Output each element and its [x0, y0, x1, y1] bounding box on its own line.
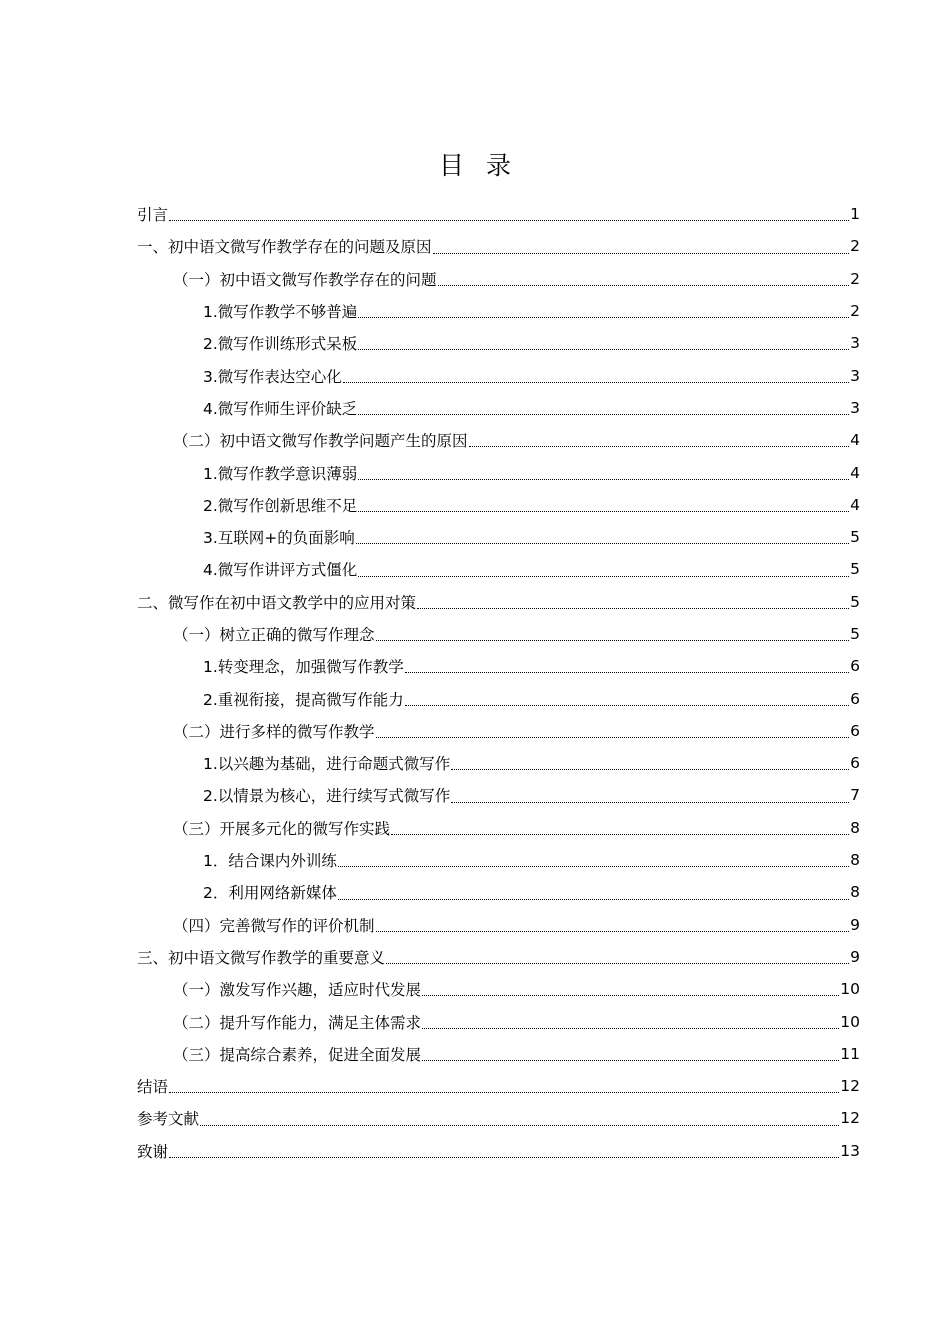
toc-entry-label: 一、初中语文微写作教学存在的问题及原因	[137, 238, 432, 257]
toc-entry[interactable]	[137, 941, 860, 973]
toc-entry-label: （二）初中语文微写作教学问题产生的原因	[173, 432, 468, 451]
toc-entry[interactable]	[137, 844, 860, 876]
toc-dot-leader	[358, 348, 849, 350]
toc-dot-leader	[391, 833, 849, 835]
toc-entry-label: 2.重视衔接，提高微写作能力	[203, 690, 404, 709]
toc-entry-label: 2.微写作训练形式呆板	[203, 335, 358, 354]
toc-entry[interactable]	[137, 876, 860, 908]
toc-entry[interactable]	[137, 650, 860, 682]
toc-entry[interactable]	[137, 586, 860, 618]
toc-dot-leader	[422, 1059, 839, 1061]
toc-page-number: 6	[850, 657, 860, 676]
toc-dot-leader	[405, 671, 849, 673]
toc-entry[interactable]	[137, 198, 860, 230]
toc-dot-leader	[422, 994, 839, 996]
toc-entry-label: （一）初中语文微写作教学存在的问题	[173, 270, 437, 289]
toc-entry-label: 4.微写作讲评方式僵化	[203, 561, 358, 580]
toc-entry-label: 3.互联网+的负面影响	[203, 529, 355, 548]
toc-entry-label: 结语	[137, 1078, 169, 1097]
toc-page-number: 5	[850, 560, 860, 579]
toc-page-number: 9	[850, 915, 860, 934]
toc-dot-leader	[417, 607, 849, 609]
toc-page-number: 3	[850, 398, 860, 417]
toc-page-number: 3	[850, 334, 860, 353]
toc-entry[interactable]	[137, 327, 860, 359]
toc-page-number: 8	[850, 818, 860, 837]
toc-entry-label: 2.微写作创新思维不足	[203, 496, 358, 515]
toc-dot-leader	[376, 930, 849, 932]
toc-page-number: 2	[850, 302, 860, 321]
toc-entry-label: 三、初中语文微写作教学的重要意义	[137, 948, 386, 967]
toc-page-number: 12	[840, 1077, 860, 1096]
toc-page-number: 4	[850, 495, 860, 514]
toc-page-number: 1	[850, 205, 860, 224]
toc-entry[interactable]	[137, 812, 860, 844]
toc-entry[interactable]	[137, 1135, 860, 1167]
toc-entry-label: （一）激发写作兴趣，适应时代发展	[173, 981, 422, 1000]
toc-dot-leader	[422, 1027, 839, 1029]
toc-entry-label: 致谢	[137, 1142, 169, 1161]
toc-entry-label: （三）提高综合素养，促进全面发展	[173, 1045, 422, 1064]
toc-entry-label: 2．利用网络新媒体	[203, 884, 337, 903]
toc-entry-label: 1.以兴趣为基础，进行命题式微写作	[203, 755, 451, 774]
toc-entry[interactable]	[137, 1038, 860, 1070]
toc-entry[interactable]	[137, 263, 860, 295]
toc-dot-leader	[358, 478, 849, 480]
toc-entry[interactable]	[137, 1102, 860, 1134]
toc-dot-leader	[358, 316, 849, 318]
toc-page-number: 5	[850, 592, 860, 611]
toc-entry-label: 3.微写作表达空心化	[203, 367, 342, 386]
toc-page-number: 9	[850, 947, 860, 966]
toc-entry[interactable]	[137, 747, 860, 779]
toc-dot-leader	[433, 252, 849, 254]
toc-entry-label: （一）树立正确的微写作理念	[173, 626, 375, 644]
toc-entry-label: 1.微写作教学不够普遍	[203, 303, 358, 322]
toc-entry-label: 2.以情景为核心，进行续写式微写作	[203, 787, 451, 806]
toc-page-number: 12	[840, 1109, 860, 1128]
toc-dot-leader	[343, 381, 849, 383]
toc-dot-leader	[200, 1124, 839, 1126]
toc-page-number: 7	[850, 786, 860, 805]
toc-entry[interactable]	[137, 682, 860, 714]
toc-dot-leader	[338, 865, 849, 867]
toc-entry[interactable]	[137, 715, 860, 747]
toc-page-number: 13	[840, 1141, 860, 1160]
toc-entry[interactable]	[137, 392, 860, 424]
toc-dot-leader	[356, 542, 849, 544]
toc-dot-leader	[469, 445, 849, 447]
toc-dot-leader	[169, 1091, 839, 1093]
toc-entry[interactable]	[137, 909, 860, 941]
toc-dot-leader	[451, 801, 849, 803]
toc-page-number: 4	[850, 463, 860, 482]
toc-page-number: 6	[850, 721, 860, 740]
toc-dot-leader	[386, 962, 849, 964]
toc-dot-leader	[451, 768, 849, 770]
page-title: 目录	[438, 151, 533, 180]
toc-dot-leader	[376, 736, 849, 738]
toc-dot-leader	[358, 510, 849, 512]
toc-page-number: 5	[850, 625, 860, 643]
toc-entry-label: 参考文献	[137, 1110, 200, 1129]
toc-entry[interactable]	[137, 230, 860, 262]
toc-entry-label: （三）开展多元化的微写作实践	[173, 819, 391, 838]
toc-dot-leader	[376, 639, 849, 641]
toc-dot-leader	[358, 575, 849, 577]
toc-page-number: 4	[850, 431, 860, 450]
toc-page-number: 10	[840, 980, 860, 999]
table-of-contents	[137, 198, 860, 1167]
toc-entry-label: 1.微写作教学意识薄弱	[203, 464, 358, 483]
toc-page-number: 2	[850, 237, 860, 256]
toc-dot-leader	[169, 219, 849, 221]
toc-entry-label: （二）进行多样的微写作教学	[173, 722, 375, 741]
toc-page-number: 6	[850, 689, 860, 708]
toc-page-number: 6	[850, 754, 860, 773]
toc-entry[interactable]	[137, 973, 860, 1005]
toc-entry[interactable]	[137, 424, 860, 456]
toc-dot-leader	[169, 1156, 839, 1158]
toc-page-number: 8	[850, 883, 860, 902]
toc-entry[interactable]	[137, 1005, 860, 1037]
toc-entry-label: 1.转变理念，加强微写作教学	[203, 658, 404, 677]
toc-dot-leader	[405, 704, 849, 706]
toc-page-number: 11	[840, 1044, 860, 1063]
toc-dot-leader	[338, 898, 849, 900]
toc-entry[interactable]	[137, 1070, 860, 1102]
toc-entry-label: 4.微写作师生评价缺乏	[203, 399, 358, 418]
toc-entry[interactable]	[137, 489, 860, 521]
toc-entry[interactable]	[137, 553, 860, 585]
toc-page-number: 10	[840, 1012, 860, 1031]
toc-entry[interactable]	[137, 295, 860, 327]
toc-entry-label: 二、微写作在初中语文教学中的应用对策	[137, 593, 417, 612]
toc-page-number: 2	[850, 269, 860, 288]
toc-entry[interactable]	[137, 618, 860, 650]
toc-entry-label: （四）完善微写作的评价机制	[173, 916, 375, 935]
toc-entry[interactable]	[137, 359, 860, 391]
toc-entry[interactable]	[137, 779, 860, 811]
toc-page-number: 8	[850, 851, 860, 870]
toc-dot-leader	[358, 413, 849, 415]
toc-entry-label: 引言	[137, 206, 169, 225]
toc-page-number: 5	[850, 528, 860, 547]
toc-entry-label: 1．结合课内外训练	[203, 852, 337, 871]
toc-page-number: 3	[850, 366, 860, 385]
toc-entry-label: （二）提升写作能力，满足主体需求	[173, 1013, 422, 1032]
toc-entry[interactable]	[137, 456, 860, 488]
toc-entry[interactable]	[137, 521, 860, 553]
toc-dot-leader	[438, 284, 849, 286]
